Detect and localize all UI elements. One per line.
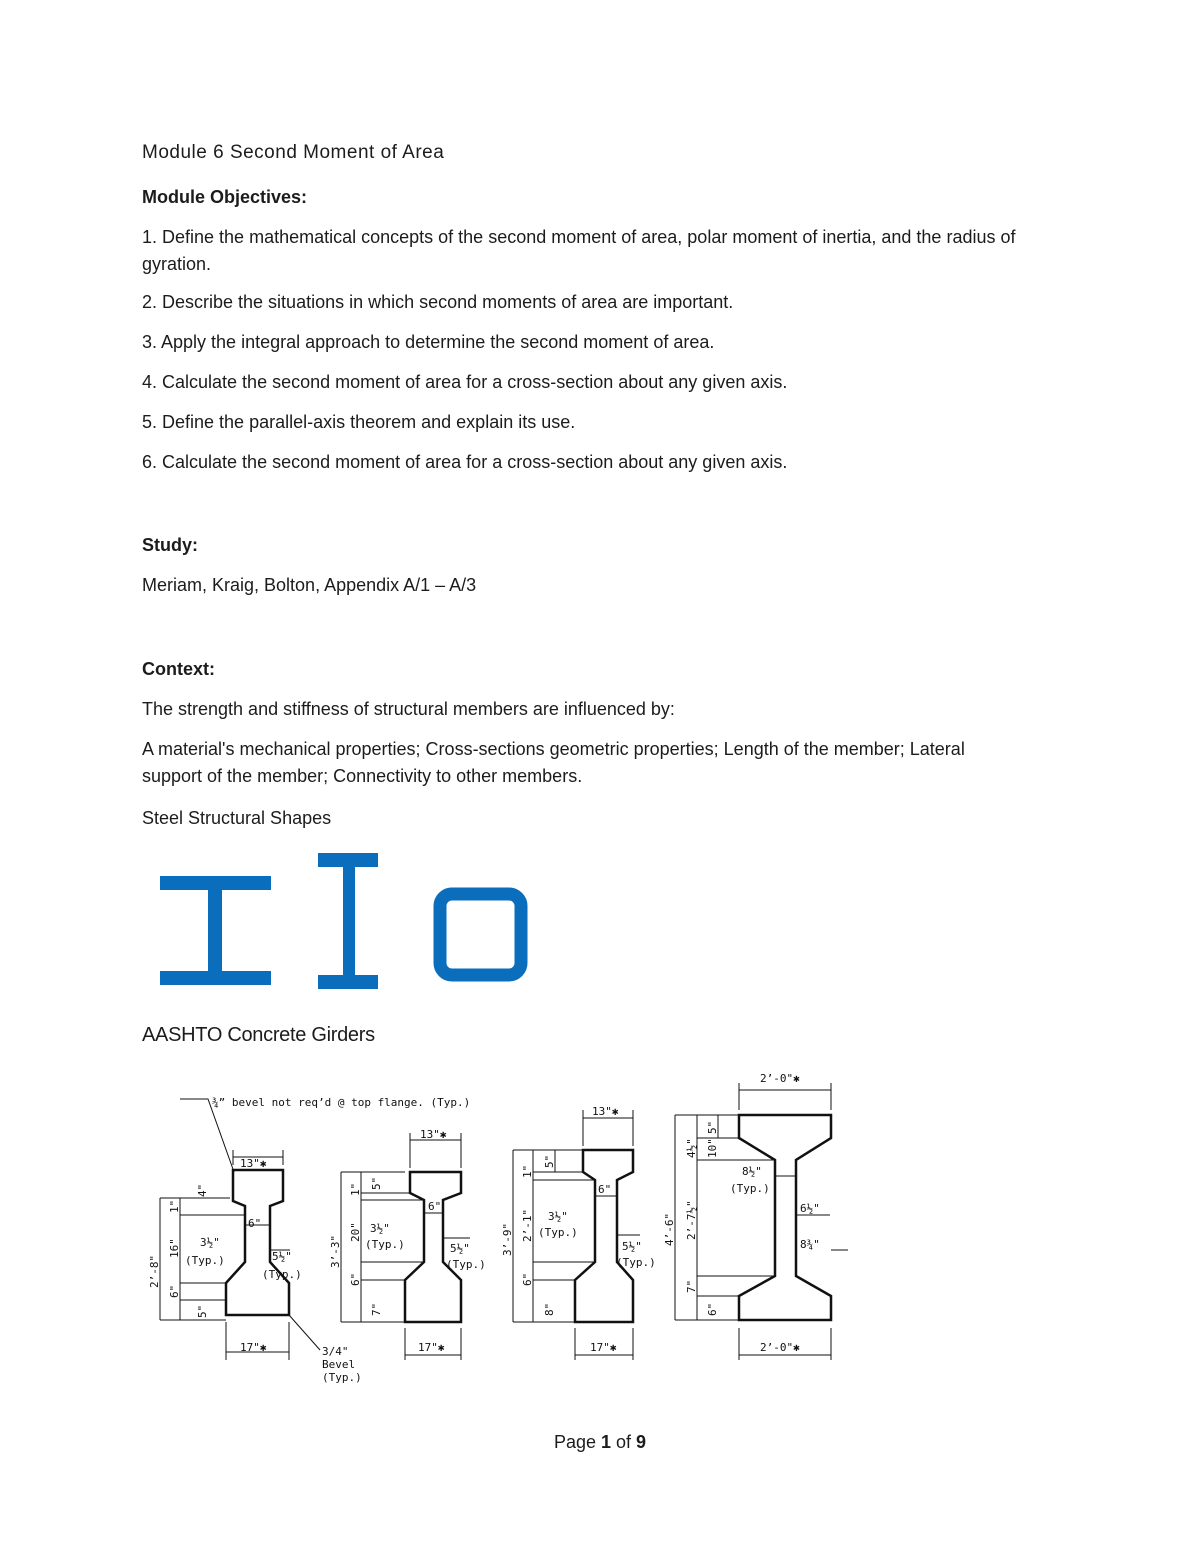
g4-d5: 5": [706, 1120, 719, 1134]
g1-web: 6": [248, 1217, 262, 1230]
g1-d1: 1": [168, 1199, 181, 1213]
objective-2: 2. Describe the situations in which second moments of area are important.: [142, 292, 734, 312]
g4-top-width: 2’-0"✱: [760, 1072, 800, 1085]
page-number: Page 1 of 9: [553, 1432, 647, 1452]
study-text: Meriam, Kraig, Bolton, Appendix A/1 – A/3: [142, 575, 477, 595]
g2-d6: 6": [349, 1272, 362, 1286]
g4-bottom-width: 2’-0"✱: [760, 1341, 800, 1354]
g3-d5: 5": [543, 1154, 556, 1168]
page-title: Module 6 Second Moment of Area: [142, 142, 445, 163]
aashto-heading: AASHTO Concrete Girders: [142, 1024, 375, 1046]
g2-d1: 1": [349, 1182, 362, 1196]
girder-type-4-outline: [739, 1115, 831, 1320]
g3-d6: 6": [521, 1272, 534, 1286]
g3-height: 3’-9": [501, 1222, 514, 1256]
g3-typ-1: (Typ.): [538, 1226, 578, 1239]
g2-typ-1: (Typ.): [365, 1238, 405, 1251]
g2-web: 6": [428, 1200, 442, 1213]
bevel-label-2: Bevel: [322, 1358, 356, 1371]
g2-d7: 7": [370, 1302, 383, 1316]
objective-4: 4. Calculate the second moment of area for a cross-section about any given axis.: [142, 372, 788, 392]
g4-flange-slope: 8½": [742, 1165, 762, 1178]
g1-typ-2: (Typ.): [262, 1268, 302, 1281]
study-heading: Study:: [142, 535, 198, 555]
steel-caption: Steel Structural Shapes: [142, 808, 332, 828]
g4-d6: 6": [706, 1302, 719, 1316]
g3-web: 6": [598, 1183, 612, 1196]
g3-flange-bottom: 5½": [622, 1240, 642, 1253]
g4-web: 6½": [800, 1202, 820, 1215]
g2-d20: 20": [349, 1222, 362, 1242]
g2-typ-2: (Typ.): [446, 1258, 486, 1271]
g4-web-height: 2’-7½": [685, 1200, 698, 1240]
g2-d5: 5": [370, 1176, 383, 1190]
context-heading: Context:: [142, 659, 215, 679]
g1-d5: 5": [196, 1304, 209, 1318]
g4-typ: (Typ.): [730, 1182, 770, 1195]
g2-height: 3’-3": [329, 1234, 342, 1268]
girder-type-1-outline: [226, 1170, 289, 1315]
g4-height: 4’-6": [663, 1212, 676, 1246]
g1-top-width: 13"✱: [240, 1157, 267, 1170]
g3-flange-slope: 3½": [548, 1210, 568, 1223]
g2-bottom-width: 17"✱: [418, 1341, 445, 1354]
g1-height: 2’-8": [148, 1254, 161, 1288]
g3-top-width: 13"✱: [592, 1105, 619, 1118]
girder-type-3-outline: [575, 1150, 633, 1322]
g3-web-height: 2’-1": [521, 1208, 534, 1242]
g1-flange-bottom: 5½": [272, 1250, 292, 1263]
g4-flange-bottom: 8¾": [800, 1238, 820, 1251]
g3-d1: 1": [521, 1164, 534, 1178]
context-intro: The strength and stiffness of structural members are influenced by:: [142, 699, 675, 719]
g1-bottom-width: 17"✱: [240, 1341, 267, 1354]
g3-bottom-width: 17"✱: [590, 1341, 617, 1354]
g4-d4half: 4½": [685, 1138, 698, 1158]
g1-d6: 6": [168, 1284, 181, 1298]
g1-d4: 4": [196, 1183, 209, 1197]
g4-d7: 7": [685, 1279, 698, 1293]
g1-flange-slope: 3½": [200, 1236, 220, 1249]
g2-flange-slope: 3½": [370, 1222, 390, 1235]
bevel-label-1: 3/4": [322, 1345, 349, 1358]
objective-3: 3. Apply the integral approach to determine the second moment of area.: [142, 332, 715, 352]
bevel-note: ¾” bevel not req’d @ top flange. (Typ.): [212, 1096, 471, 1109]
objective-6: 6. Calculate the second moment of area for a cross-section about any given axis.: [142, 452, 788, 472]
context-factors: A material's mechanical properties; Cross-sections geometric properties; Length of the member; Lateral support of the member; Connectivity to other members.: [142, 739, 965, 786]
g2-top-width: 13"✱: [420, 1128, 447, 1141]
g3-typ-2: (Typ.): [616, 1256, 656, 1269]
objectives-heading: Module Objectives:: [142, 187, 308, 207]
objective-5: 5. Define the parallel-axis theorem and explain its use.: [142, 412, 576, 432]
bevel-label-3: (Typ.): [322, 1371, 362, 1384]
g1-d16: 16": [168, 1238, 181, 1258]
g2-flange-bottom: 5½": [450, 1242, 470, 1255]
g4-d10: 10": [706, 1138, 719, 1158]
g3-d8: 8": [543, 1302, 556, 1316]
g1-typ-1: (Typ.): [185, 1254, 225, 1267]
objective-1: 1. Define the mathematical concepts of the second moment of area, polar moment of inertia, and the radius of gyration.: [142, 227, 1016, 274]
